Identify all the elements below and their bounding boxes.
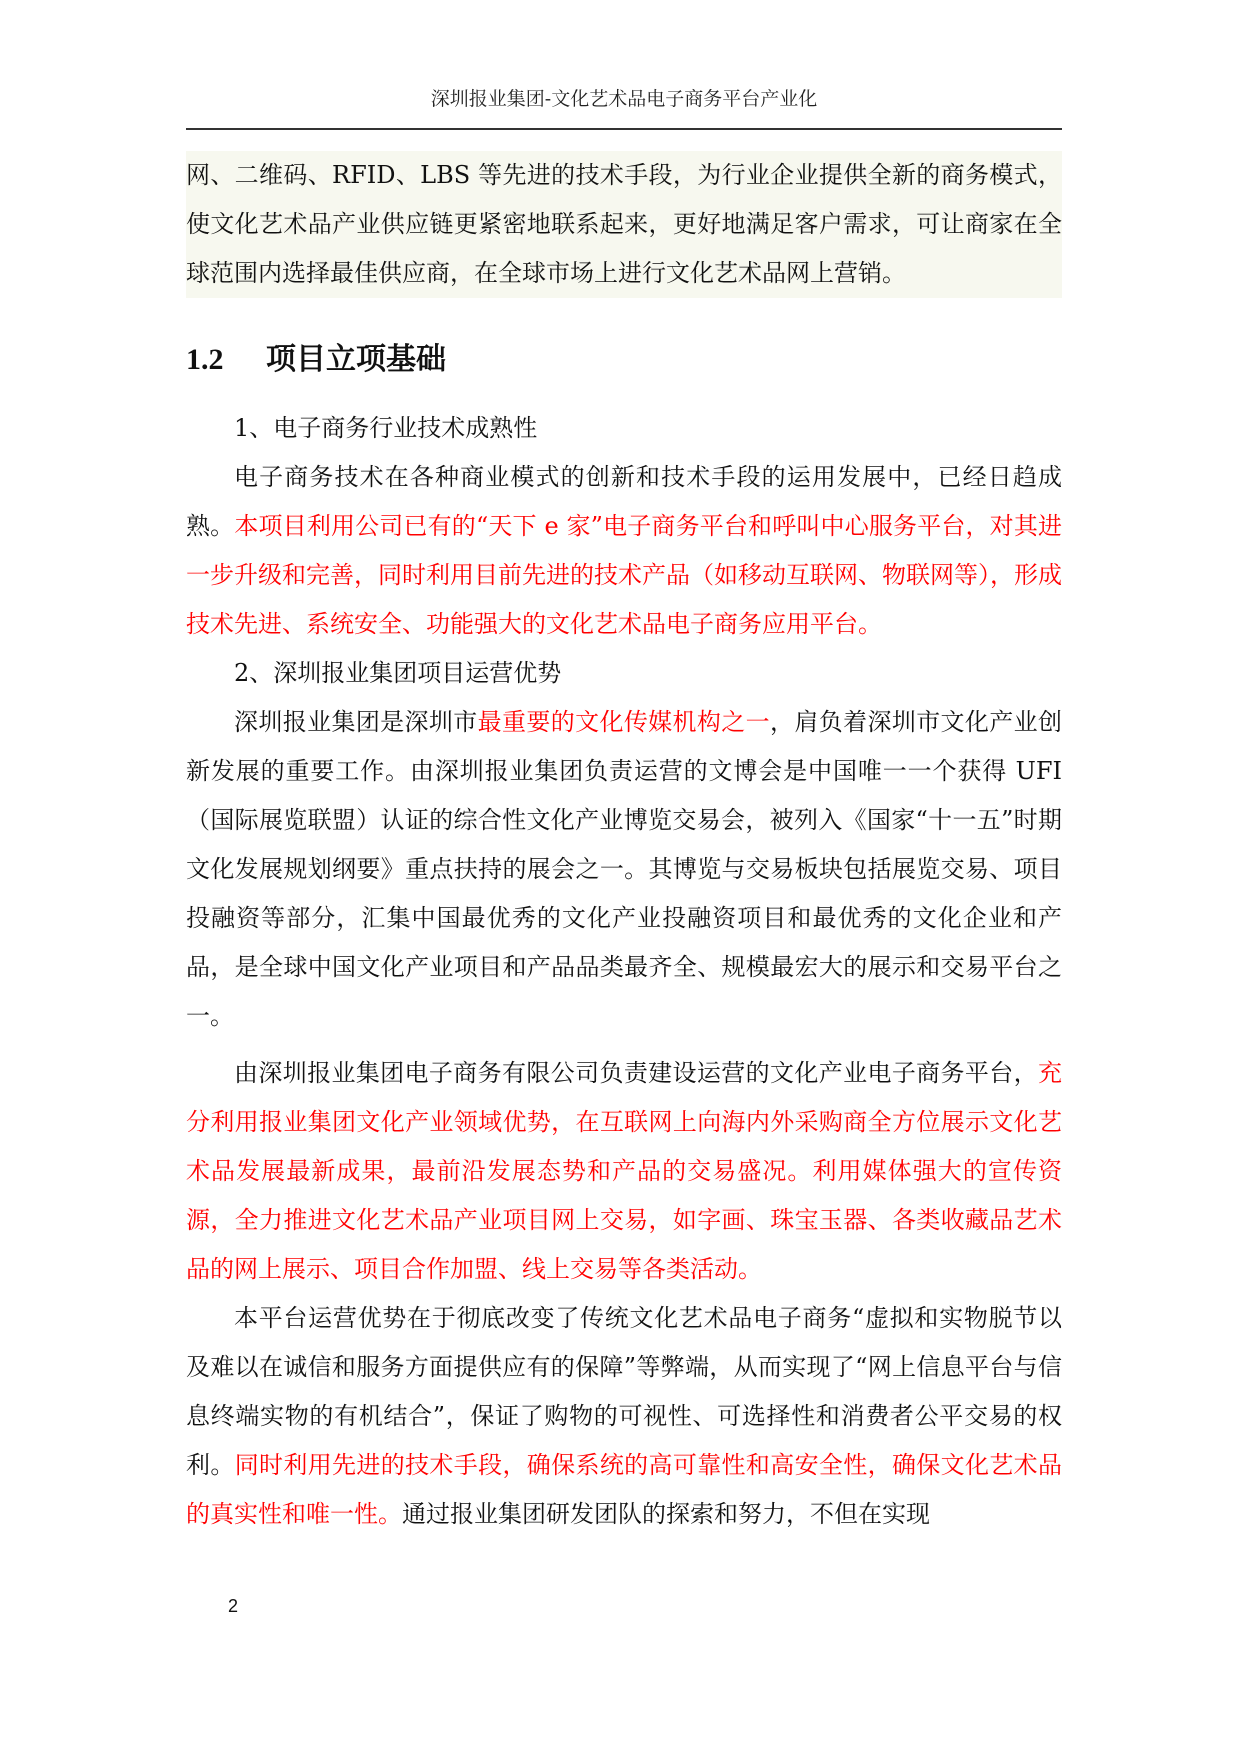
item2-p3-text-a: 本平台运营优势在于彻底改变了传统文化艺术品电子商务“虚拟和实物脱节以及难以在诚信和服务方面提供应有的保障”等弊端，从而实现了“网上信息平台与信息终端实物的有机结合”，保证了购物的可视性、可选择性和消费者公平交易的权利。 xyxy=(186,1304,1062,1479)
item2-paragraph-3 xyxy=(186,1294,1062,1539)
item1-paragraph xyxy=(186,453,1062,649)
item1-text: 电子商务技术在各种商业模式的创新和技术手段的运用发展中，已经日趋成熟。 xyxy=(186,463,1062,540)
item2-p2-highlight: 充分利用报业集团文化产业领域优势，在互联网上向海内外采购商全方位展示文化艺术品发展最新成果，最前沿发展态势和产品的交易盛况。利用媒体强大的宣传资源，全力推进文化艺术品产业项目网上交易，如字画、珠宝玉器、各类收藏品艺术品的网上展示、项目合作加盟、线上交易等各类活动。 xyxy=(186,1059,1062,1283)
item2-p1-text-a: 深圳报业集团是深圳市 xyxy=(234,708,478,736)
document-body xyxy=(186,151,1062,1539)
item2-paragraph-1 xyxy=(186,698,1062,1041)
item2-p1-text-b: ，肩负着深圳市文化产业创新发展的重要工作。由深圳报业集团负责运营的文博会是中国唯一一个获得 UFI（国际展览联盟）认证的综合性文化产业博览交易会，被列入《国家“十一五”时期文化发展规划纲要》重点扶持的展会之一。其博览与交易板块包括展览交易、项目投融资等部分，汇集中国最优秀的文化产业投融资项目和最优秀的文化企业和产品，是全球中国文化产业项目和产品品类最齐全、规模最宏大的展示和交易平台之一。 xyxy=(186,708,1063,1030)
item1-highlight: 本项目利用公司已有的“天下 e 家”电子商务平台和呼叫中心服务平台，对其进一步升级和完善，同时利用目前先进的技术产品（如移动互联网、物联网等），形成技术先进、系统安全、功能强大的文化艺术品电子商务应用平台。 xyxy=(186,512,1063,638)
section-heading xyxy=(186,340,1062,380)
page-number: 2 xyxy=(228,1596,239,1616)
item2-paragraph-2 xyxy=(186,1049,1062,1294)
item2-p3-highlight: 同时利用先进的技术手段，确保系统的高可靠性和高安全性，确保文化艺术品的真实性和唯一性。 xyxy=(186,1451,1062,1528)
header-divider xyxy=(186,128,1062,130)
item2-p1-highlight: 最重要的文化传媒机构之一 xyxy=(477,708,771,736)
item2-title: 2、深圳报业集团项目运营优势 xyxy=(234,659,562,687)
item1-title: 1、电子商务行业技术成熟性 xyxy=(234,414,538,442)
item2-p2-text: 由深圳报业集团电子商务有限公司负责建设运营的文化产业电子商务平台， xyxy=(234,1059,1038,1087)
page-header: 深圳报业集团-文化艺术品电子商务平台产业化 xyxy=(430,88,818,110)
section-title: 项目立项基础 xyxy=(266,342,446,377)
section-number: 1.2 xyxy=(186,343,224,376)
intro-paragraph: 网、二维码、RFID、LBS 等先进的技术手段，为行业企业提供全新的商务模式，使文化艺术品产业供应链更紧密地联系起来，更好地满足客户需求，可让商家在全球范围内选择最佳供应商，在全球市场上进行文化艺术品网上营销。 xyxy=(186,151,1062,298)
item2-p3-text-b: 通过报业集团研发团队的探索和努力，不但在实现 xyxy=(402,1500,930,1528)
